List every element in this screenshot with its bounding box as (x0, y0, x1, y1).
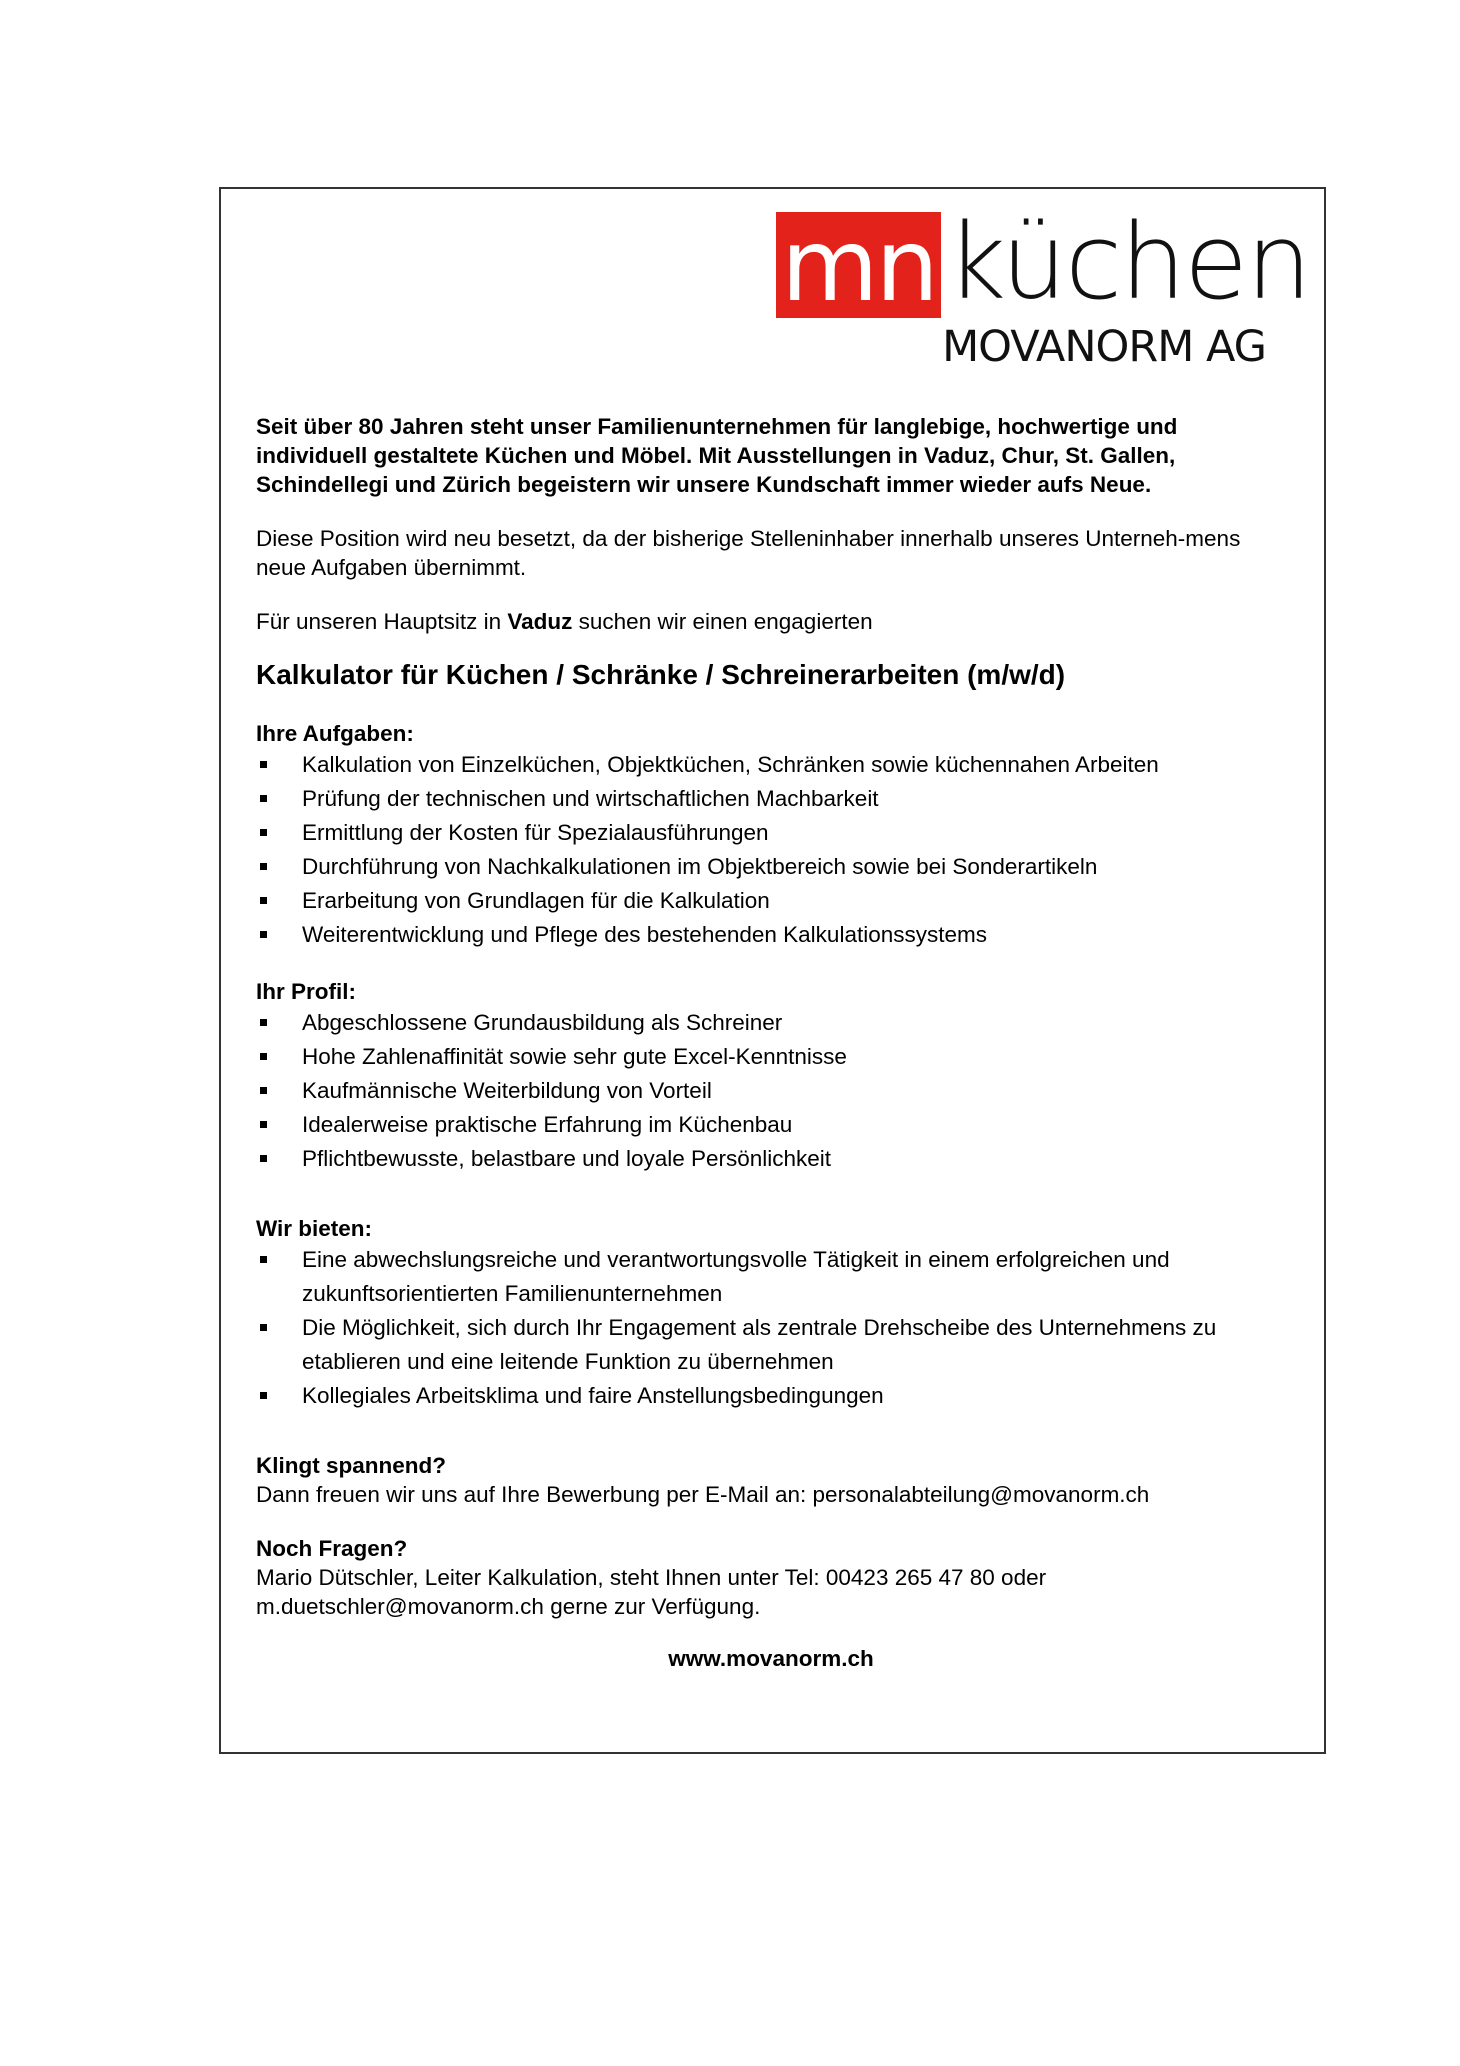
logo-company-name: MOVANORM AG (942, 322, 1266, 372)
tasks-heading: Ihre Aufgaben: (256, 721, 414, 746)
list-item: Abgeschlossene Grundausbildung als Schreiner (256, 1006, 1286, 1040)
list-item: Erarbeitung von Grundlagen für die Kalkulation (256, 884, 1286, 918)
list-item: Kollegiales Arbeitsklima und faire Anstellungsbedingungen (256, 1379, 1286, 1413)
company-logo (776, 201, 1310, 372)
location-line (256, 607, 1286, 636)
logo-mn-text: mn (781, 207, 936, 324)
profile-list (256, 1006, 1286, 1176)
bullet-icon (260, 1392, 267, 1399)
list-item: Kaufmännische Weiterbildung von Vorteil (256, 1074, 1286, 1108)
logo-kuechen-text: küchen (946, 201, 1310, 323)
website-link[interactable]: www.movanorm.ch (668, 1646, 874, 1671)
list-item: Idealerweise praktische Erfahrung im Küchenbau (256, 1108, 1286, 1142)
bullet-icon (260, 1324, 267, 1331)
list-item: Durchführung von Nachkalkulationen im Objektbereich sowie bei Sonderartikeln (256, 850, 1286, 884)
list-item: Ermittlung der Kosten für Spezialausführungen (256, 816, 1286, 850)
intro-paragraph: Seit über 80 Jahren steht unser Familienunternehmen für langlebige, hochwertige und individuell gestaltete Küchen und Möbel. Mit Ausstellungen in Vaduz, Chur, St. Gallen, Schindellegi und Zürich begeistern wir unsere Kundschaft immer wieder aufs Neue. (256, 414, 1178, 497)
bullet-icon (260, 1087, 267, 1094)
list-item: Kalkulation von Einzelküchen, Objektküchen, Schränken sowie küchennahen Arbeiten (256, 748, 1286, 782)
offer-list (256, 1243, 1286, 1413)
list-item: Weiterentwicklung und Pflege des bestehenden Kalkulationssystems (256, 918, 1286, 952)
bullet-icon (260, 795, 267, 802)
list-item: Eine abwechslungsreiche und verantwortungsvolle Tätigkeit in einem erfolgreichen und zukunftsorientierten Familienunternehmen (256, 1243, 1286, 1311)
location-line-after: suchen wir einen engagierten (572, 609, 873, 634)
bullet-icon (260, 1053, 267, 1060)
apply-heading: Klingt spannend? (256, 1453, 446, 1478)
list-item: Pflichtbewusste, belastbare und loyale Persönlichkeit (256, 1142, 1286, 1176)
bullet-icon (260, 1256, 267, 1263)
profile-heading: Ihr Profil: (256, 979, 356, 1004)
ad-content (256, 412, 1286, 1673)
bullet-icon (260, 897, 267, 904)
tasks-list (256, 748, 1286, 952)
questions-line-2: m.duetschler@movanorm.ch gerne zur Verfügung. (256, 1594, 761, 1619)
list-item: Prüfung der technischen und wirtschaftlichen Machbarkeit (256, 782, 1286, 816)
location-line-before: Für unseren Hauptsitz in (256, 609, 508, 634)
questions-line-1: Mario Dütschler, Leiter Kalkulation, steht Ihnen unter Tel: 00423 265 47 80 oder (256, 1565, 1047, 1590)
bullet-icon (260, 931, 267, 938)
job-title: Kalkulator für Küchen / Schränke / Schreinerarbeiten (m/w/d) (256, 659, 1066, 690)
bullet-icon (260, 863, 267, 870)
questions-heading: Noch Fragen? (256, 1536, 408, 1561)
bullet-icon (260, 829, 267, 836)
apply-text: Dann freuen wir uns auf Ihre Bewerbung per E-Mail an: personalabteilung@movanorm.ch (256, 1482, 1150, 1507)
list-item: Hohe Zahlenaffinität sowie sehr gute Excel-Kenntnisse (256, 1040, 1286, 1074)
location-name: Vaduz (507, 609, 573, 634)
position-note: Diese Position wird neu besetzt, da der bisherige Stelleninhaber innerhalb unseres Unterneh-mens neue Aufgaben übernimmt. (256, 526, 1241, 580)
bullet-icon (260, 1121, 267, 1128)
bullet-icon (260, 1019, 267, 1026)
bullet-icon (260, 1155, 267, 1162)
offer-heading: Wir bieten: (256, 1216, 373, 1241)
bullet-icon (260, 761, 267, 768)
list-item: Die Möglichkeit, sich durch Ihr Engagement als zentrale Drehscheibe des Unternehmens zu etablieren und eine leitende Funktion zu übernehmen (256, 1311, 1286, 1379)
